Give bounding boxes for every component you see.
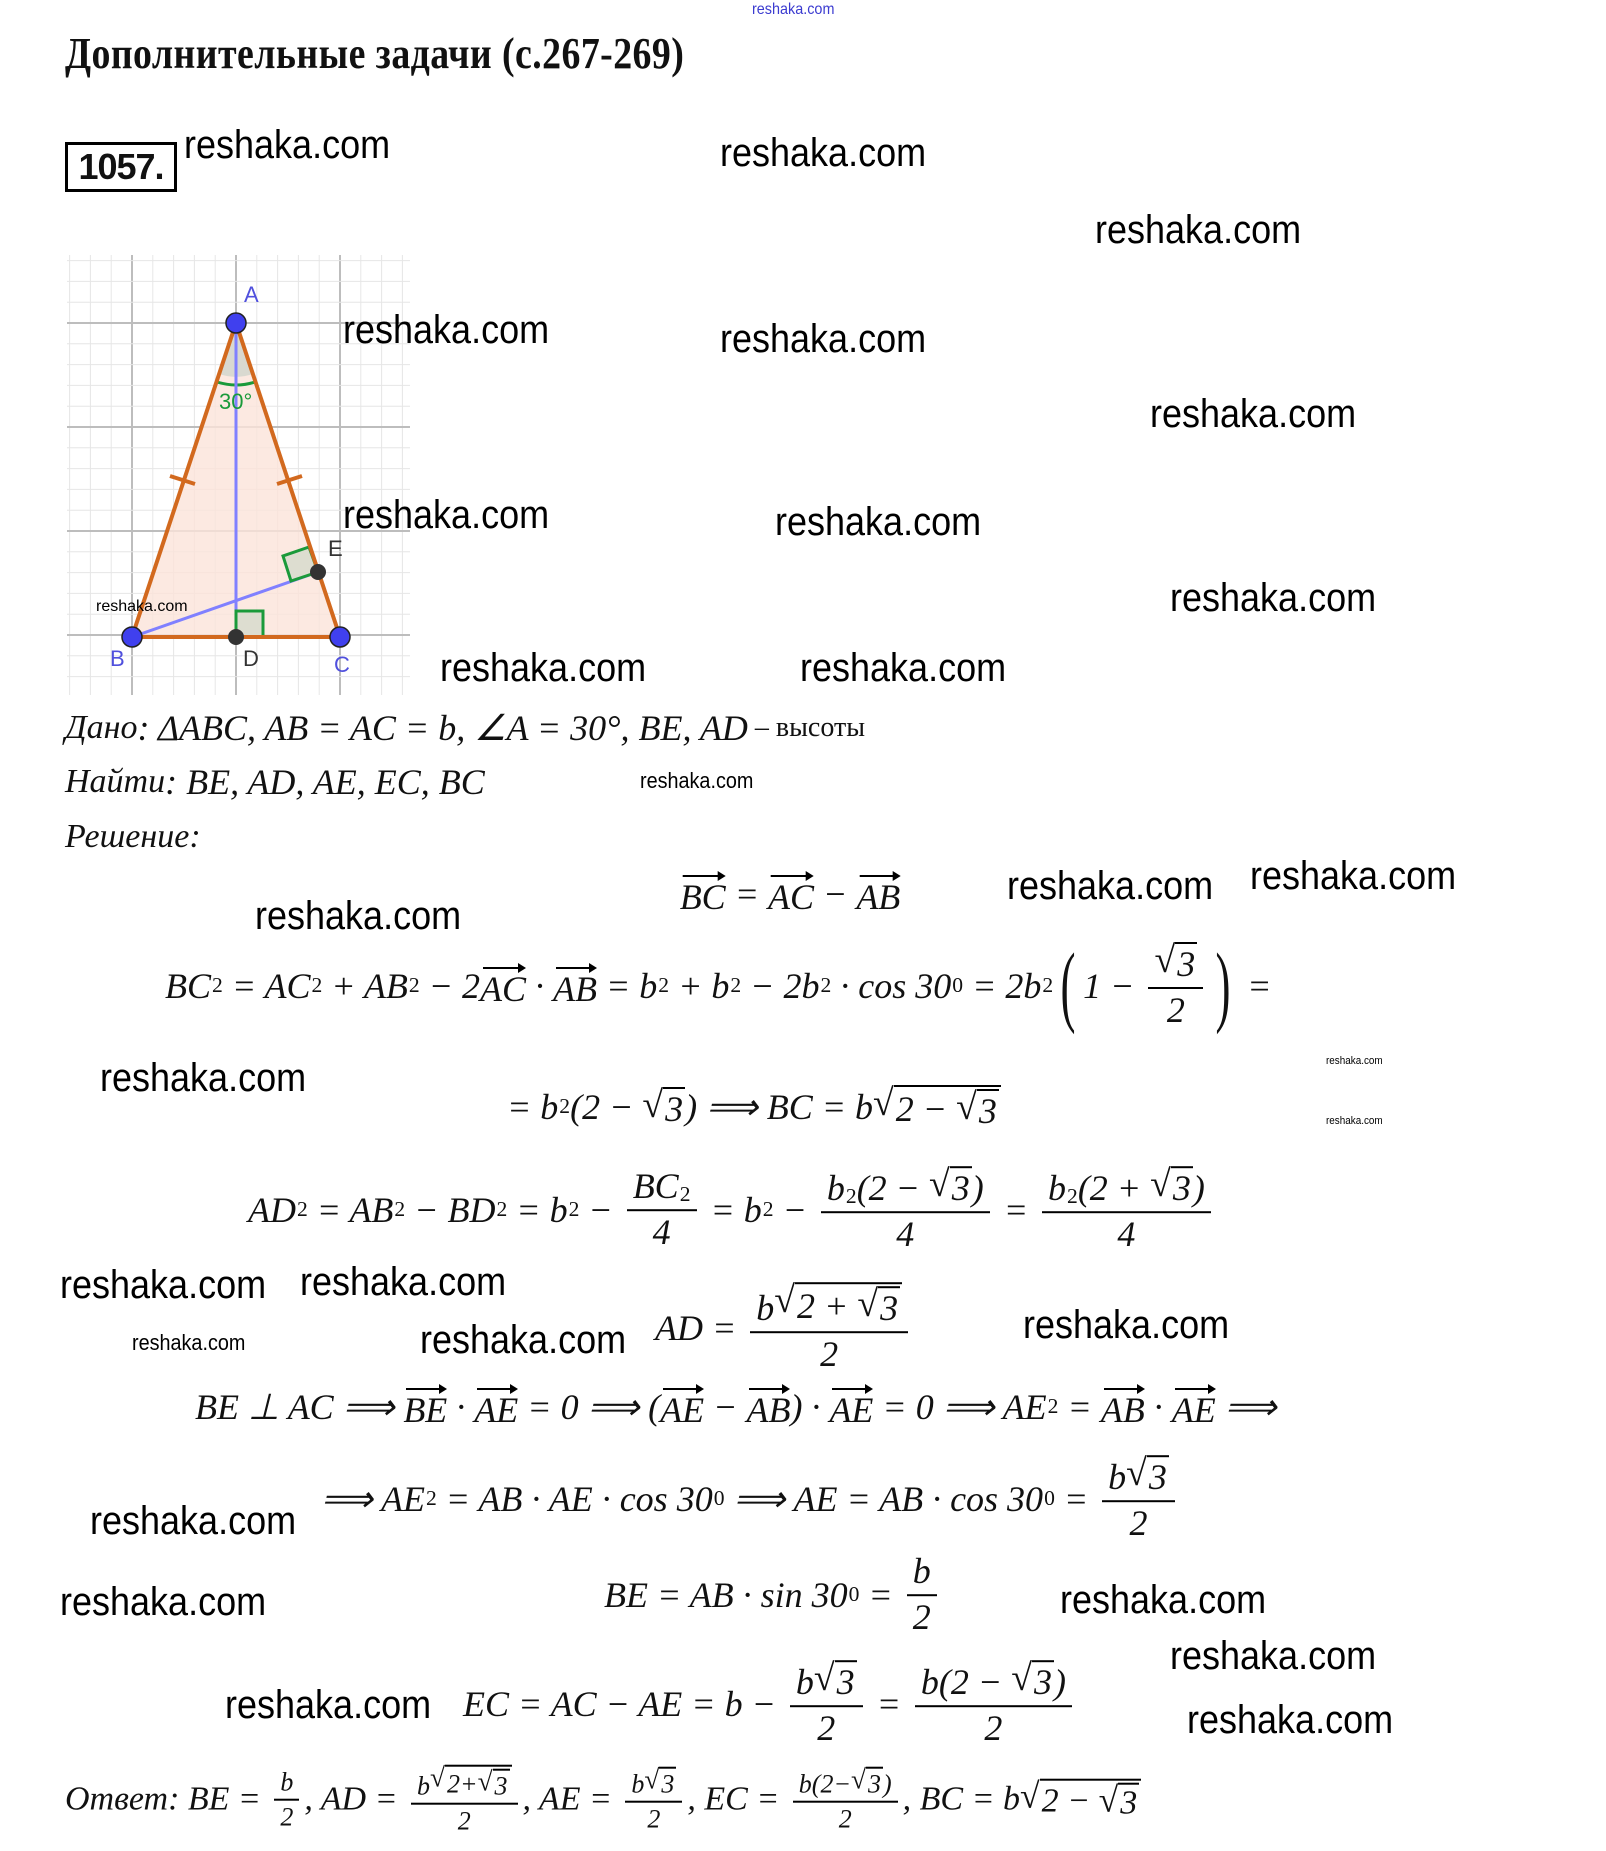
math-text: 4 — [896, 1214, 915, 1254]
math-text: AD — [248, 1190, 296, 1230]
watermark: reshaka.com — [800, 646, 1007, 690]
math-text: EC = AC − AE = b − — [463, 1684, 785, 1724]
square-root — [1154, 939, 1197, 985]
math-text: 3 — [1033, 1662, 1052, 1703]
square-root — [1098, 1780, 1140, 1822]
math-text: = — [1058, 1387, 1101, 1427]
angle-label: 30° — [219, 389, 253, 414]
radical-sign-icon: √ — [1126, 1452, 1147, 1495]
label-e: E — [328, 536, 343, 561]
superscript: 2 — [845, 1184, 857, 1209]
numerator — [1102, 1452, 1175, 1502]
superscript: 2 — [820, 973, 832, 998]
math-text: − BD — [405, 1190, 496, 1230]
given-label: Дано — [65, 709, 138, 746]
square-root — [1020, 1776, 1141, 1822]
math-text: 2 — [1129, 1503, 1148, 1543]
math-text: b — [1048, 1168, 1067, 1209]
square-root — [1126, 1452, 1169, 1498]
fraction — [274, 1769, 299, 1832]
numerator — [411, 1762, 518, 1805]
radicand — [659, 1767, 676, 1798]
math-text: − 2 — [419, 966, 480, 1006]
given-suffix: – высоты — [747, 712, 865, 743]
denominator — [647, 1803, 660, 1833]
site-link[interactable]: reshaka.com — [752, 1, 835, 18]
answer-line — [65, 1762, 1141, 1836]
fraction — [793, 1764, 898, 1834]
square-root — [813, 1657, 857, 1703]
math-text: = b — [701, 1190, 762, 1230]
math-text: 2 — [457, 1807, 471, 1836]
math-text: 2 — [820, 1334, 839, 1374]
numerator — [790, 1657, 863, 1707]
find-label: Найти — [65, 763, 166, 800]
superscript: 2 — [394, 1197, 406, 1222]
math-text: ) · — [790, 1387, 830, 1427]
superscript: 2 — [762, 1197, 774, 1222]
math-text: b — [631, 1769, 645, 1799]
fraction — [1148, 939, 1203, 1030]
superscript: 2 — [1042, 973, 1054, 998]
math-text: · — [1144, 1387, 1172, 1427]
math-text: , AD = — [304, 1781, 407, 1818]
superscript: 2 — [408, 973, 420, 998]
watermark: reshaka.com — [1150, 392, 1357, 436]
square-root — [430, 1762, 512, 1801]
watermark: reshaka.com — [440, 646, 647, 690]
radicand — [1175, 942, 1197, 984]
math-text: 3 — [665, 1089, 684, 1129]
point-a — [226, 313, 246, 333]
watermark: reshaka.com — [90, 1499, 297, 1543]
radicand — [1171, 1166, 1193, 1208]
equation-3 — [507, 1082, 1001, 1131]
watermark: reshaka.com — [1095, 208, 1302, 252]
radicand — [1032, 1660, 1054, 1702]
radicand — [1118, 1783, 1139, 1821]
square-root — [644, 1764, 676, 1799]
math-text: (2 − — [856, 1168, 929, 1209]
numerator — [1148, 939, 1203, 989]
fraction — [1102, 1452, 1175, 1543]
math-text: = b — [596, 966, 658, 1006]
superscript: 2 — [1067, 1184, 1078, 1209]
math-text: , AE = — [522, 1781, 621, 1818]
radical-sign-icon: √ — [642, 1084, 664, 1126]
superscript: 2 — [559, 1094, 571, 1119]
math-text: ) — [1053, 1662, 1066, 1703]
math-text: + AB — [322, 966, 408, 1006]
math-text: 2+ — [447, 1769, 478, 1799]
equation-7 — [321, 1452, 1180, 1543]
math-text: = b — [507, 1190, 568, 1230]
fraction — [907, 1553, 937, 1637]
math-text: 2 — [280, 1803, 294, 1832]
watermark: reshaka.com — [225, 1683, 432, 1727]
radical-sign-icon: √ — [430, 1762, 446, 1793]
equation-6 — [195, 1386, 1276, 1428]
superscript: 2 — [658, 973, 670, 998]
radical-sign-icon: √ — [1154, 939, 1176, 982]
math-text: · cos 30 — [831, 966, 952, 1006]
fraction — [411, 1762, 518, 1836]
math-text: − — [773, 1190, 816, 1230]
math-text: − — [704, 1387, 747, 1427]
radicand — [1147, 1455, 1169, 1497]
math-text: + b — [669, 966, 730, 1006]
paren-content — [1083, 939, 1208, 1030]
parenthesized-group — [1053, 936, 1238, 1035]
equation-1 — [680, 873, 901, 915]
math-text: 3 — [1177, 944, 1196, 985]
math-text: (2 + — [1077, 1168, 1151, 1209]
watermark: reshaka.com — [1326, 1055, 1383, 1067]
radical-sign-icon: √ — [1020, 1776, 1040, 1816]
watermark: reshaka.com — [1060, 1578, 1267, 1622]
math-text: b — [826, 1168, 845, 1209]
math-text: ) — [882, 1769, 892, 1799]
denominator — [458, 1805, 471, 1835]
superscript: 0 — [848, 1582, 860, 1607]
math-text: − — [579, 1190, 622, 1230]
math-text: 3 — [1172, 1168, 1191, 1209]
math-text: = AB · AE · cos 30 — [436, 1479, 713, 1519]
math-text: b — [280, 1767, 294, 1797]
point-b — [122, 627, 142, 647]
math-text: = 2b — [963, 966, 1042, 1006]
square-root — [642, 1084, 685, 1129]
radicand — [894, 1085, 1001, 1129]
math-text: ⟹ AE = AB · cos 30 — [724, 1479, 1044, 1519]
denominator — [984, 1707, 1002, 1748]
radical-sign-icon: √ — [857, 1283, 879, 1326]
math-text: 3 — [1120, 1785, 1138, 1822]
numerator — [821, 1163, 990, 1213]
superscript: 2 — [1047, 1394, 1059, 1419]
radicand — [835, 1660, 857, 1702]
math-text: b — [1108, 1457, 1127, 1498]
math-text: b — [912, 1551, 931, 1592]
math-text: 3 — [978, 1091, 997, 1131]
left-paren-icon: ( — [1060, 936, 1076, 1035]
radical-sign-icon: √ — [644, 1764, 660, 1795]
fraction — [1042, 1163, 1211, 1254]
superscript: 0 — [952, 973, 964, 998]
math-text: = 0 ⟹ ( — [518, 1387, 661, 1427]
math-text: ) ⟹ BC = b — [685, 1087, 874, 1127]
numerator — [1042, 1163, 1211, 1213]
watermark: reshaka.com — [1170, 1634, 1377, 1678]
label-a: A — [244, 282, 259, 307]
denominator — [1130, 1502, 1148, 1543]
math-text: b(2 − — [920, 1662, 1012, 1703]
square-root — [851, 1764, 883, 1799]
vector: AE — [660, 1386, 704, 1428]
equation-8 — [604, 1553, 942, 1637]
vector: AB — [1101, 1386, 1145, 1428]
square-root — [857, 1283, 900, 1329]
vector: AB — [856, 873, 900, 915]
watermark: reshaka.com — [1187, 1698, 1394, 1742]
math-text: 3 — [661, 1769, 675, 1799]
superscript: 2 — [311, 973, 323, 998]
diagram-watermark: reshaka.com — [96, 598, 188, 615]
math-text: = AB — [307, 1190, 394, 1230]
watermark: reshaka.com — [60, 1263, 267, 1307]
watermark: reshaka.com — [343, 308, 550, 352]
math-text: b — [795, 1662, 814, 1703]
math-text: − — [814, 874, 857, 914]
watermark: reshaka.com — [1326, 1115, 1383, 1127]
radicand — [445, 1765, 512, 1800]
math-text: = — [1238, 966, 1272, 1006]
math-text: BE ⊥ AC ⟹ — [195, 1387, 404, 1427]
vector: AC — [480, 965, 526, 1007]
superscript: 0 — [713, 1486, 725, 1511]
math-text: b — [417, 1771, 431, 1801]
math-text: ⟹ AE — [321, 1479, 425, 1519]
superscript: 2 — [212, 973, 223, 998]
math-text: 2 − — [1041, 1783, 1099, 1820]
vector: AE — [829, 1386, 873, 1428]
watermark: reshaka.com — [132, 1330, 246, 1355]
math-text: · — [526, 966, 553, 1006]
superscript: 0 — [1044, 1486, 1055, 1511]
equation-5 — [655, 1279, 913, 1374]
watermark: reshaka.com — [775, 500, 982, 544]
denominator — [913, 1596, 931, 1637]
denominator — [280, 1801, 293, 1831]
math-text: : BE = — [168, 1781, 270, 1818]
watermark: reshaka.com — [343, 493, 550, 537]
radical-sign-icon: √ — [774, 1279, 796, 1322]
denominator — [817, 1707, 835, 1748]
label-b: B — [110, 646, 125, 671]
radical-sign-icon: √ — [1150, 1163, 1171, 1206]
math-text: 3 — [867, 1769, 881, 1799]
vector: BE — [403, 1386, 447, 1428]
radicand — [950, 1166, 972, 1208]
radical-sign-icon: √ — [851, 1764, 866, 1795]
math-text: 2 — [817, 1708, 836, 1748]
radicand — [977, 1089, 999, 1129]
math-text: = — [994, 1190, 1038, 1230]
math-text: BC — [632, 1166, 679, 1207]
radical-sign-icon: √ — [1011, 1657, 1032, 1700]
watermark: reshaka.com — [1170, 576, 1377, 620]
math-text: ) — [971, 1168, 984, 1209]
given-line — [65, 710, 865, 746]
watermark: reshaka.com — [420, 1318, 627, 1362]
superscript: 2 — [425, 1486, 437, 1511]
numerator — [750, 1279, 908, 1333]
equation-2 — [165, 936, 1272, 1035]
math-text: 2 — [647, 1805, 661, 1834]
watermark: reshaka.com — [720, 131, 927, 175]
math-text: 3 — [1148, 1457, 1167, 1498]
math-text: (2 − — [570, 1087, 643, 1127]
radical-sign-icon: √ — [813, 1657, 835, 1700]
math-text: b(2− — [798, 1769, 851, 1799]
label-d: D — [243, 646, 259, 671]
math-text: = — [725, 874, 769, 914]
vector: AE — [474, 1386, 518, 1428]
fraction — [627, 1168, 697, 1252]
math-text: − 2b — [741, 966, 820, 1006]
problem-number: 1057. — [65, 142, 177, 192]
radicand — [878, 1286, 900, 1328]
superscript: 2 — [679, 1182, 691, 1207]
superscript: 2 — [496, 1197, 508, 1222]
watermark: reshaka.com — [100, 1056, 307, 1100]
answer-label: Ответ — [65, 1781, 169, 1818]
denominator — [839, 1803, 852, 1833]
fraction — [821, 1163, 990, 1254]
triangle-diagram — [0, 0, 480, 720]
superscript: 2 — [297, 1197, 308, 1222]
math-text: = b — [507, 1087, 559, 1127]
radical-sign-icon: √ — [873, 1082, 894, 1124]
math-text: BC — [165, 966, 212, 1006]
math-text: = 0 ⟹ AE — [873, 1387, 1047, 1427]
math-text: 2 — [912, 1597, 931, 1637]
fraction — [625, 1764, 682, 1834]
math-text: 4 — [1117, 1214, 1136, 1254]
fraction — [790, 1657, 863, 1748]
math-text: 4 — [652, 1212, 671, 1252]
math-text: 3 — [494, 1771, 508, 1801]
right-paren-icon: ) — [1215, 936, 1231, 1035]
point-d — [228, 629, 244, 645]
square-root — [774, 1279, 902, 1329]
point-e — [310, 564, 326, 580]
math-text: ⟹ — [1215, 1387, 1277, 1427]
math-text: · — [447, 1387, 475, 1427]
math-text: = — [1054, 1479, 1098, 1519]
math-text: = — [859, 1575, 902, 1615]
numerator — [907, 1553, 937, 1596]
watermark: reshaka.com — [1023, 1303, 1230, 1347]
equation-9 — [463, 1657, 1077, 1748]
radical-sign-icon: √ — [956, 1086, 977, 1128]
vector: BC — [680, 873, 726, 915]
math-text: 2 + — [797, 1286, 858, 1327]
radicand — [663, 1087, 685, 1127]
square-root — [873, 1082, 1001, 1131]
vector: AB — [553, 965, 597, 1007]
fraction — [915, 1657, 1072, 1748]
math-text: , EC = — [687, 1781, 788, 1818]
square-root — [1150, 1163, 1193, 1209]
watermark: reshaka.com — [1007, 864, 1214, 908]
radicand — [866, 1767, 883, 1798]
vector: AC — [768, 873, 814, 915]
find-line — [65, 764, 485, 800]
watermark: reshaka.com — [255, 894, 462, 938]
math-text: 2 − — [895, 1089, 957, 1129]
square-root — [956, 1086, 999, 1131]
watermark: reshaka.com — [640, 768, 754, 793]
math-text: 1 − — [1083, 966, 1144, 1006]
radicand — [493, 1769, 510, 1800]
watermark: reshaka.com — [300, 1260, 507, 1304]
math-text: AD = — [655, 1308, 746, 1348]
given-text: : ΔABC, AB = AC = b, ∠A = 30°, BE, AD — [137, 708, 748, 748]
numerator — [915, 1657, 1072, 1707]
numerator — [274, 1769, 299, 1801]
square-root — [1011, 1657, 1054, 1703]
math-text: = — [867, 1684, 910, 1724]
math-text: 3 — [951, 1168, 970, 1209]
denominator — [820, 1333, 838, 1374]
find-text: : BE, AD, AE, EC, BC — [165, 762, 485, 802]
vector: AE — [1172, 1386, 1216, 1428]
square-root — [928, 1163, 972, 1209]
numerator — [627, 1168, 697, 1211]
vector: AB — [746, 1386, 790, 1428]
superscript: 2 — [568, 1197, 580, 1222]
page-title: Дополнительные задачи (с.267-269) — [65, 29, 685, 78]
denominator — [1117, 1213, 1135, 1254]
math-text: , BC = b — [902, 1781, 1021, 1818]
fraction — [750, 1279, 908, 1374]
answer-body — [168, 1762, 1141, 1836]
watermark: reshaka.com — [1250, 854, 1457, 898]
math-text: ) — [1192, 1168, 1205, 1209]
radical-sign-icon: √ — [1098, 1780, 1119, 1820]
label-c: C — [334, 652, 350, 677]
math-text: = AC — [222, 966, 311, 1006]
solution-label: Решение: — [65, 818, 201, 855]
math-text: b — [756, 1288, 775, 1329]
math-text: 2 — [838, 1805, 852, 1834]
numerator — [625, 1764, 682, 1803]
math-text: 3 — [836, 1662, 855, 1703]
watermark: reshaka.com — [60, 1580, 267, 1624]
point-c — [330, 627, 350, 647]
math-text: 3 — [880, 1288, 899, 1329]
radical-sign-icon: √ — [477, 1766, 493, 1797]
math-text: 2 — [984, 1708, 1003, 1748]
square-root — [477, 1766, 510, 1801]
denominator — [1167, 989, 1185, 1030]
denominator — [896, 1213, 914, 1254]
radicand — [1040, 1779, 1142, 1821]
denominator — [653, 1211, 671, 1252]
superscript: 2 — [730, 973, 742, 998]
watermark: reshaka.com — [184, 123, 391, 167]
math-text: 2 — [1166, 990, 1185, 1030]
numerator — [793, 1764, 898, 1803]
radicand — [795, 1282, 902, 1328]
math-text: BE = AB · sin 30 — [604, 1575, 848, 1615]
radical-sign-icon: √ — [928, 1163, 950, 1206]
equation-4 — [248, 1163, 1216, 1254]
watermark: reshaka.com — [720, 317, 927, 361]
